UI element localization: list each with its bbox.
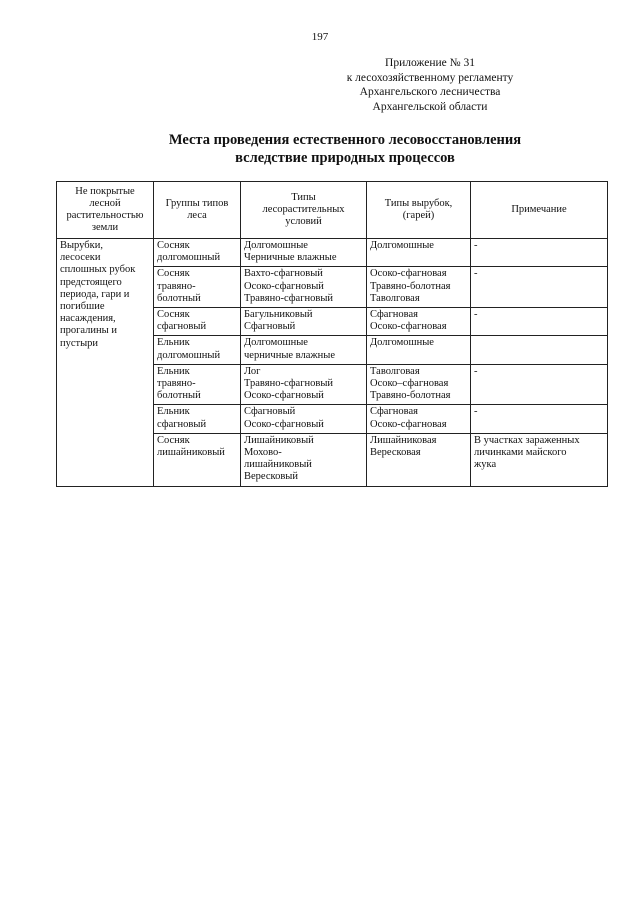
cell-line: Черничные влажные xyxy=(244,252,337,264)
cell-line: Мохово- xyxy=(244,447,282,459)
cell-line: лесосеки xyxy=(60,252,101,264)
cell-line: Осоко-сфагновая xyxy=(370,321,447,333)
cell-line: болотный xyxy=(157,292,201,304)
cutting-type-cell xyxy=(367,239,471,267)
land-category-cell xyxy=(57,239,154,487)
cell-line: В участках зараженных xyxy=(474,434,580,446)
note-cell xyxy=(471,364,608,405)
cell-line: земли xyxy=(91,222,119,234)
cell-line: Сфагновая xyxy=(370,309,418,321)
note-cell xyxy=(471,308,608,336)
cell-line: долгомошный xyxy=(157,252,221,264)
appendix-line: к лесохозяйственному регламенту xyxy=(346,71,514,84)
cell-line: Ельник xyxy=(157,365,190,377)
forest-group-cell xyxy=(154,364,241,405)
cell-line: Ельник xyxy=(157,406,190,418)
document-title xyxy=(0,131,640,167)
cell-line: Травяно-сфагновый xyxy=(244,292,333,304)
cell-line: Ельник xyxy=(157,337,190,349)
note-cell xyxy=(471,336,608,364)
site-conditions-cell xyxy=(241,239,367,267)
reforestation-table xyxy=(56,181,608,487)
header-cell xyxy=(471,182,608,239)
note-cell xyxy=(471,405,608,433)
cell-line: Лог xyxy=(244,365,261,377)
cell-line: Вырубки, xyxy=(60,240,103,251)
cutting-type-cell xyxy=(367,405,471,433)
cell-line: предстоящего xyxy=(60,276,122,288)
cutting-type-cell xyxy=(367,336,471,364)
cell-line: Осоко-сфагновый xyxy=(244,390,324,402)
site-conditions-cell xyxy=(241,364,367,405)
appendix-block xyxy=(300,56,560,114)
cell-line: Осоко–сфагновая xyxy=(370,378,449,390)
cell-line: сфагновый xyxy=(157,321,207,333)
cell-line: Долгомошные xyxy=(370,337,434,349)
cell-line: травяно- xyxy=(157,280,196,292)
cell-line: Сосняк xyxy=(157,268,190,280)
site-conditions-cell xyxy=(241,267,367,308)
cell-line: прогалины и xyxy=(60,325,117,337)
cell-line: Таволговая xyxy=(370,292,420,304)
cutting-type-cell xyxy=(367,267,471,308)
title-line: Места проведения естественного лесовосстановления xyxy=(168,132,522,148)
cell-line: Вересковая xyxy=(370,447,421,459)
cutting-type-cell xyxy=(367,433,471,486)
cell-line: Сфагновая xyxy=(370,406,418,418)
cell-line: растительностью xyxy=(66,210,144,221)
cell-line: погибшие xyxy=(60,301,105,313)
cell-line: - xyxy=(474,309,478,321)
cell-line: Долгомошные xyxy=(370,240,434,251)
cell-line: долгомошный xyxy=(157,349,221,361)
cell-line: Сфагновый xyxy=(244,321,296,333)
cell-line: Багульниковый xyxy=(244,309,313,321)
cell-line: - xyxy=(474,365,478,377)
cell-line: черничные влажные xyxy=(244,349,335,361)
forest-group-cell xyxy=(154,433,241,486)
cell-line: насаждения, xyxy=(60,313,116,325)
cell-line: Осоко-сфагновый xyxy=(244,280,324,292)
cell-line: жука xyxy=(474,459,497,471)
cutting-type-cell xyxy=(367,364,471,405)
cell-line: Сфагновый xyxy=(244,406,296,418)
cell-line: Типы xyxy=(291,191,316,203)
page-number: 197 xyxy=(311,31,329,43)
cell-line: личинками майского xyxy=(474,447,567,459)
cell-line: Вахто-сфагновый xyxy=(244,268,323,280)
cell-line: Типы вырубок, xyxy=(384,197,453,209)
cell-line: пустыри xyxy=(60,337,99,349)
cell-line: - xyxy=(474,240,478,251)
cell-line: Травяно-болотная xyxy=(370,280,451,292)
site-conditions-cell xyxy=(241,308,367,336)
cell-line: Примечание xyxy=(511,203,567,215)
cell-line: периода, гари и xyxy=(60,288,130,300)
header-cell xyxy=(367,182,471,239)
cell-line: Осоко-сфагновая xyxy=(370,418,447,430)
cell-line: леса xyxy=(187,210,207,221)
cell-line: лишайниковый xyxy=(244,459,312,471)
forest-group-cell xyxy=(154,239,241,267)
cell-line: Таволговая xyxy=(370,365,420,377)
cell-line: сплошных рубок xyxy=(60,264,136,276)
title-line: вследствие природных процессов xyxy=(235,150,455,166)
appendix-line: Приложение № 31 xyxy=(385,57,475,69)
appendix-line: Архангельского лесничества xyxy=(359,86,501,98)
cell-line: Долгомошные xyxy=(244,337,308,349)
note-cell xyxy=(471,267,608,308)
table-row xyxy=(57,239,608,267)
cell-line: травяно- xyxy=(157,378,196,390)
forest-group-cell xyxy=(154,336,241,364)
cell-line: лесной xyxy=(89,197,121,209)
note-cell xyxy=(471,239,608,267)
cell-line: Осоко-сфагновый xyxy=(244,418,324,430)
cell-line: Лишайниковый xyxy=(244,434,314,446)
cell-line: условий xyxy=(285,216,322,228)
cell-line: Не покрытые xyxy=(75,185,135,197)
cell-line: Группы типов xyxy=(165,197,229,209)
header-cell xyxy=(241,182,367,239)
header-cell xyxy=(57,182,154,239)
header-cell xyxy=(154,182,241,239)
cell-line: (гарей) xyxy=(402,210,435,221)
cell-line: - xyxy=(474,406,478,418)
cell-line: сфагновый xyxy=(157,418,207,430)
cutting-type-cell xyxy=(367,308,471,336)
cell-line: лишайниковый xyxy=(157,447,225,459)
table-body xyxy=(57,239,608,487)
cell-line: Сосняк xyxy=(157,434,190,446)
cell-line: Вересковый xyxy=(244,471,298,483)
forest-group-cell xyxy=(154,405,241,433)
cell-line: Травяно-сфагновый xyxy=(244,378,333,390)
site-conditions-cell xyxy=(241,405,367,433)
note-cell xyxy=(471,433,608,486)
site-conditions-cell xyxy=(241,336,367,364)
cell-line: Лишайниковая xyxy=(370,434,437,446)
forest-group-cell xyxy=(154,267,241,308)
cell-line: Сосняк xyxy=(157,240,190,251)
cell-line: - xyxy=(474,268,478,280)
forest-group-cell xyxy=(154,308,241,336)
cell-line: лесорастительных xyxy=(262,203,345,215)
cell-line: Травяно-болотная xyxy=(370,390,451,402)
appendix-line: Архангельской области xyxy=(372,100,488,113)
header-row xyxy=(57,182,608,239)
cell-line: Сосняк xyxy=(157,309,190,321)
cell-line: болотный xyxy=(157,390,201,402)
cell-line: Долгомошные xyxy=(244,240,308,251)
cell-line: Осоко-сфагновая xyxy=(370,268,447,280)
site-conditions-cell xyxy=(241,433,367,486)
